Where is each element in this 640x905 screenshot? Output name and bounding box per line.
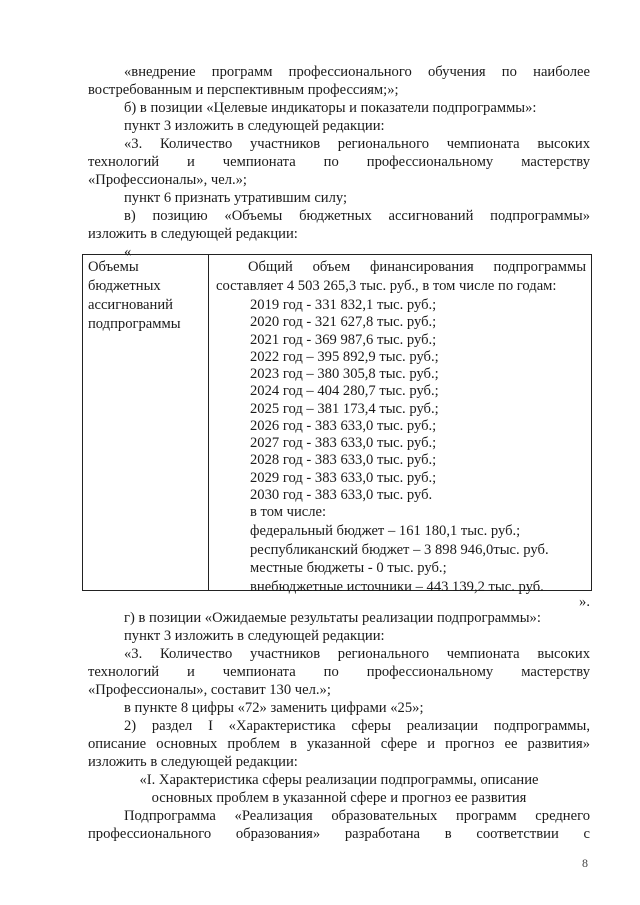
paragraph-line: пункт 3 изложить в следующей редакции: [124,118,385,134]
funding-source-line: федеральный бюджет – 161 180,1 тыс. руб.; [250,523,521,539]
paragraph-line: пункт 3 изложить в следующей редакции: [124,628,385,644]
paragraph-line: «Профессионалы», чел.»; [88,172,247,188]
table-total-line: Общий объем финансирования подпрограммы [248,259,586,275]
year-allocation-line: 2022 год – 395 892,9 тыс. руб.; [250,348,439,365]
paragraph-line: б) в позиции «Целевые индикаторы и показатели подпрограммы»: [124,100,537,116]
year-allocation-line: 2028 год - 383 633,0 тыс. руб.; [250,452,437,469]
year-allocation-line: 2021 год - 369 987,6 тыс. руб.; [250,331,437,348]
year-allocation-line: 2023 год – 380 305,8 тыс. руб.; [250,366,439,382]
paragraph-line: изложить в следующей редакции: [88,754,298,770]
paragraph-line: «Профессионалы», составит 130 чел.»; [88,682,331,698]
paragraph-line: описание основных проблем в указанной сфере и прогноз ее развития» [88,736,590,752]
year-allocation-line: 2024 год – 404 280,7 тыс. руб.; [250,383,439,400]
paragraph-line: востребованным и перспективным профессиям;»; [88,82,399,98]
page-number: 8 [582,856,588,870]
table-label-line: ассигнований [88,297,173,313]
paragraph-line: 2) раздел I «Характеристика сферы реализации подпрограммы, [124,718,590,734]
table-column-divider [208,254,209,591]
paragraph-line: изложить в следующей редакции: [88,226,298,242]
table-label-line: подпрограммы [88,316,181,332]
year-allocation-line: 2019 год - 331 832,1 тыс. руб.; [250,297,437,313]
paragraph-line: «3. Количество участников регионального чемпионата высоких [124,646,590,662]
paragraph-line: в) позицию «Объемы бюджетных ассигнований подпрограммы» [124,208,590,224]
year-allocation-line: 2030 год - 383 633,0 тыс. руб. [250,486,433,503]
funding-source-line: местные бюджеты - 0 тыс. руб.; [250,560,447,576]
paragraph-line: пункт 6 признать утратившим силу; [124,190,348,206]
paragraph-line: г) в позиции «Ожидаемые результаты реализации подпрограммы»: [124,610,541,626]
funding-source-line: республиканский бюджет – 3 898 946,0тыс. руб. [250,541,549,558]
paragraph-line: «3. Количество участников регионального чемпионата высоких [124,136,590,152]
funding-source-line: внебюджетные источники – 443 139,2 тыс. руб. [250,578,544,595]
paragraph-line: технологий и чемпионата по профессиональному мастерству [88,664,590,680]
year-allocation-line: 2026 год - 383 633,0 тыс. руб.; [250,417,437,434]
paragraph-line: в пункте 8 цифры «72» заменить цифрами «25»; [124,700,424,716]
sources-intro: в том числе: [250,504,327,520]
table-label-line: бюджетных [88,278,161,294]
year-allocation-line: 2029 год - 383 633,0 тыс. руб.; [250,469,437,486]
paragraph-line: профессионального образования» разработана в соответствии с [88,826,590,842]
paragraph-line: «внедрение программ профессионального обучения по наиболее [124,64,590,80]
year-allocation-line: 2020 год - 321 627,8 тыс. руб.; [250,314,437,331]
year-allocation-line: 2025 год – 381 173,4 тыс. руб.; [250,400,439,417]
close-quote: ». [579,594,590,610]
table-total-line: составляет 4 503 265,3 тыс. руб., в том числе по годам: [216,278,557,294]
section-heading-line: «I. Характеристика сферы реализации подпрограммы, описание [139,772,539,788]
table-label-line: Объемы [88,259,139,275]
paragraph-line: технологий и чемпионата по профессиональному мастерству [88,154,590,170]
open-quote: « [124,244,132,260]
paragraph-line: Подпрограмма «Реализация образовательных программ среднего [124,808,590,824]
section-heading-line: основных проблем в указанной сфере и прогноз ее развития [151,790,527,806]
year-allocation-line: 2027 год - 383 633,0 тыс. руб.; [250,435,437,451]
